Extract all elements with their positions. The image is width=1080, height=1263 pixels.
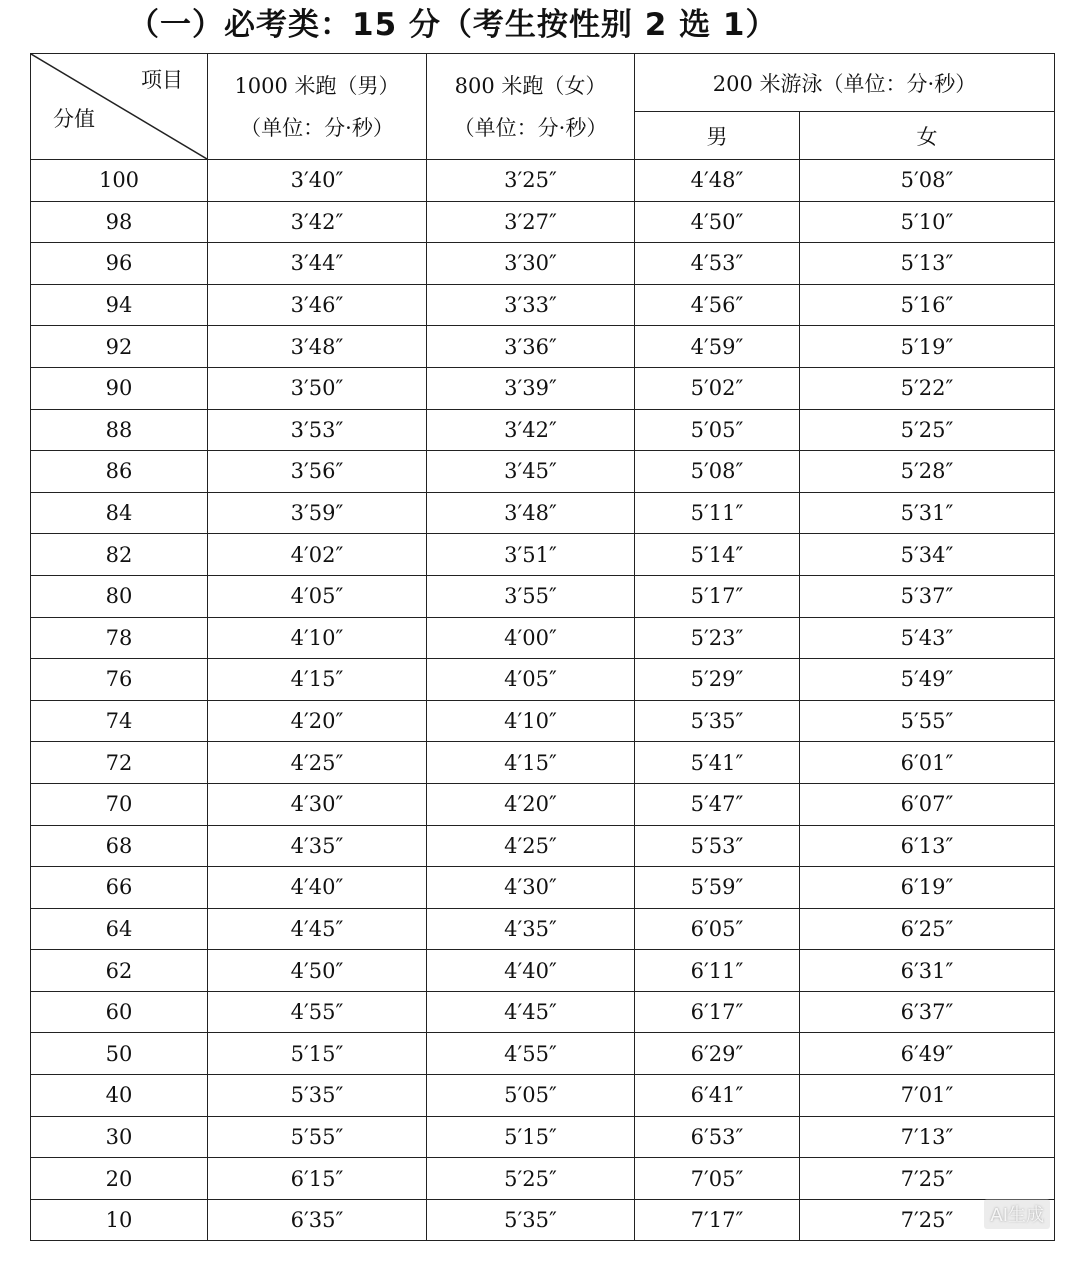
table-row <box>31 742 1055 784</box>
score-cell: 60 <box>31 991 208 1033</box>
run-1000m-cell: 4′10″ <box>208 617 427 659</box>
swim-female-cell: 6′13″ <box>800 825 1055 867</box>
run-800m-cell: 3′36″ <box>427 326 635 368</box>
header-800m-label: 800 米跑（女） <box>454 73 607 98</box>
swim-female-cell: 5′08″ <box>800 160 1055 202</box>
swim-male-cell: 5′02″ <box>635 367 800 409</box>
score-cell: 94 <box>31 284 208 326</box>
swim-male-cell: 5′14″ <box>635 534 800 576</box>
swim-male-cell: 6′41″ <box>635 1075 800 1117</box>
table-row <box>31 367 1055 409</box>
run-1000m-cell: 6′15″ <box>208 1158 427 1200</box>
run-800m-cell: 4′30″ <box>427 867 635 909</box>
swim-male-cell: 4′56″ <box>635 284 800 326</box>
run-800m-cell: 3′25″ <box>427 160 635 202</box>
run-800m-cell: 5′35″ <box>427 1199 635 1241</box>
score-cell: 86 <box>31 451 208 493</box>
table-row <box>31 451 1055 493</box>
run-800m-cell: 4′45″ <box>427 991 635 1033</box>
run-800m-cell: 4′00″ <box>427 617 635 659</box>
table-row <box>31 991 1055 1033</box>
run-800m-cell: 4′55″ <box>427 1033 635 1075</box>
swim-male-cell: 4′50″ <box>635 201 800 243</box>
score-cell: 30 <box>31 1116 208 1158</box>
run-800m-cell: 4′25″ <box>427 825 635 867</box>
score-table <box>30 53 1055 1241</box>
table-row <box>31 534 1055 576</box>
score-cell: 68 <box>31 825 208 867</box>
run-1000m-cell: 4′55″ <box>208 991 427 1033</box>
swim-female-cell: 5′43″ <box>800 617 1055 659</box>
swim-male-cell: 6′05″ <box>635 908 800 950</box>
swim-male-cell: 5′41″ <box>635 742 800 784</box>
swim-female-cell: 6′37″ <box>800 991 1055 1033</box>
run-1000m-cell: 3′59″ <box>208 492 427 534</box>
run-1000m-cell: 5′55″ <box>208 1116 427 1158</box>
swim-female-cell: 6′19″ <box>800 867 1055 909</box>
swim-female-cell: 5′16″ <box>800 284 1055 326</box>
score-cell: 90 <box>31 367 208 409</box>
score-cell: 100 <box>31 160 208 202</box>
run-1000m-cell: 3′40″ <box>208 160 427 202</box>
corner-item-label: 项目 <box>141 68 183 92</box>
run-800m-cell: 4′15″ <box>427 742 635 784</box>
run-800m-cell: 5′05″ <box>427 1075 635 1117</box>
swim-male-cell: 4′59″ <box>635 326 800 368</box>
swim-female-cell: 6′49″ <box>800 1033 1055 1075</box>
header-1000m-label: 1000 米跑（男） <box>234 73 400 98</box>
table-row <box>31 160 1055 202</box>
run-1000m-cell: 6′35″ <box>208 1199 427 1241</box>
swim-female-cell: 5′28″ <box>800 451 1055 493</box>
header-800m-unit: （单位：分·秒） <box>453 115 608 140</box>
header-1000m-unit: （单位：分·秒） <box>240 115 394 140</box>
swim-female-cell: 6′25″ <box>800 908 1055 950</box>
score-cell: 82 <box>31 534 208 576</box>
score-cell: 80 <box>31 575 208 617</box>
swim-female-cell: 5′19″ <box>800 326 1055 368</box>
score-cell: 50 <box>31 1033 208 1075</box>
swim-female-cell: 5′13″ <box>800 243 1055 285</box>
run-800m-cell: 3′55″ <box>427 575 635 617</box>
run-1000m-cell: 4′05″ <box>208 575 427 617</box>
swim-female-cell: 7′01″ <box>800 1075 1055 1117</box>
run-800m-cell: 4′20″ <box>427 783 635 825</box>
run-800m-cell: 4′35″ <box>427 908 635 950</box>
table-row <box>31 201 1055 243</box>
swim-female-cell: 5′55″ <box>800 700 1055 742</box>
run-800m-cell: 5′15″ <box>427 1116 635 1158</box>
swim-female-cell: 5′49″ <box>800 659 1055 701</box>
swim-male-cell: 6′11″ <box>635 950 800 992</box>
swim-male-cell: 4′53″ <box>635 243 800 285</box>
run-800m-cell: 5′25″ <box>427 1158 635 1200</box>
run-1000m-cell: 3′48″ <box>208 326 427 368</box>
swim-male-cell: 5′11″ <box>635 492 800 534</box>
swim-male-cell: 4′48″ <box>635 160 800 202</box>
ai-watermark: AI生成 <box>984 1199 1050 1229</box>
run-1000m-cell: 4′40″ <box>208 867 427 909</box>
run-1000m-cell: 5′35″ <box>208 1075 427 1117</box>
swim-male-cell: 6′53″ <box>635 1116 800 1158</box>
table-body <box>31 160 1055 1241</box>
score-cell: 74 <box>31 700 208 742</box>
table-row <box>31 783 1055 825</box>
run-1000m-cell: 4′02″ <box>208 534 427 576</box>
swim-female-cell: 5′25″ <box>800 409 1055 451</box>
run-1000m-cell: 3′53″ <box>208 409 427 451</box>
run-1000m-cell: 4′50″ <box>208 950 427 992</box>
score-cell: 84 <box>31 492 208 534</box>
run-800m-cell: 3′45″ <box>427 451 635 493</box>
run-800m-cell: 4′40″ <box>427 950 635 992</box>
swim-male-cell: 6′29″ <box>635 1033 800 1075</box>
run-1000m-cell: 3′56″ <box>208 451 427 493</box>
swim-female-cell: 7′25″ <box>800 1199 1055 1241</box>
run-800m-cell: 3′48″ <box>427 492 635 534</box>
run-800m-cell: 3′27″ <box>427 201 635 243</box>
header-200m-swim: 200 米游泳（单位：分·秒） <box>635 54 1055 112</box>
run-1000m-cell: 4′35″ <box>208 825 427 867</box>
swim-male-cell: 5′05″ <box>635 409 800 451</box>
run-1000m-cell: 4′45″ <box>208 908 427 950</box>
swim-male-cell: 5′29″ <box>635 659 800 701</box>
swim-female-cell: 6′07″ <box>800 783 1055 825</box>
score-cell: 76 <box>31 659 208 701</box>
swim-female-cell: 6′31″ <box>800 950 1055 992</box>
score-cell: 10 <box>31 1199 208 1241</box>
score-cell: 72 <box>31 742 208 784</box>
swim-male-cell: 5′59″ <box>635 867 800 909</box>
run-1000m-cell: 4′20″ <box>208 700 427 742</box>
table-row <box>31 1075 1055 1117</box>
swim-female-cell: 5′34″ <box>800 534 1055 576</box>
table-row <box>31 575 1055 617</box>
run-1000m-cell: 3′42″ <box>208 201 427 243</box>
swim-male-cell: 6′17″ <box>635 991 800 1033</box>
table-row <box>31 492 1055 534</box>
corner-score-label: 分值 <box>53 107 95 131</box>
header-1000m-run <box>208 54 427 160</box>
run-800m-cell: 3′51″ <box>427 534 635 576</box>
score-cell: 62 <box>31 950 208 992</box>
header-800m-run <box>427 54 635 160</box>
run-1000m-cell: 3′50″ <box>208 367 427 409</box>
table-row <box>31 659 1055 701</box>
page-title: （一）必考类：15 分（考生按性别 2 选 1） <box>128 7 778 43</box>
table-row <box>31 1158 1055 1200</box>
table-row <box>31 617 1055 659</box>
score-cell: 66 <box>31 867 208 909</box>
run-1000m-cell: 3′44″ <box>208 243 427 285</box>
swim-male-cell: 5′17″ <box>635 575 800 617</box>
run-800m-cell: 4′05″ <box>427 659 635 701</box>
table-row <box>31 409 1055 451</box>
score-cell: 78 <box>31 617 208 659</box>
swim-female-cell: 5′31″ <box>800 492 1055 534</box>
swim-female-cell: 5′10″ <box>800 201 1055 243</box>
swim-male-cell: 5′53″ <box>635 825 800 867</box>
table-row <box>31 284 1055 326</box>
table-row <box>31 243 1055 285</box>
table-row <box>31 950 1055 992</box>
table-row <box>31 700 1055 742</box>
score-cell: 40 <box>31 1075 208 1117</box>
swim-male-cell: 5′47″ <box>635 783 800 825</box>
run-1000m-cell: 4′30″ <box>208 783 427 825</box>
swim-female-cell: 7′25″ <box>800 1158 1055 1200</box>
run-800m-cell: 3′39″ <box>427 367 635 409</box>
score-cell: 64 <box>31 908 208 950</box>
swim-female-cell: 5′22″ <box>800 367 1055 409</box>
swim-male-cell: 5′08″ <box>635 451 800 493</box>
run-1000m-cell: 4′25″ <box>208 742 427 784</box>
corner-header-cell <box>31 54 208 160</box>
table-row <box>31 1199 1055 1241</box>
swim-female-cell: 6′01″ <box>800 742 1055 784</box>
header-row-1 <box>31 54 1055 112</box>
run-800m-cell: 3′33″ <box>427 284 635 326</box>
table-row <box>31 1116 1055 1158</box>
table-row <box>31 867 1055 909</box>
score-cell: 70 <box>31 783 208 825</box>
table-row <box>31 1033 1055 1075</box>
score-cell: 96 <box>31 243 208 285</box>
run-800m-cell: 3′42″ <box>427 409 635 451</box>
run-1000m-cell: 5′15″ <box>208 1033 427 1075</box>
score-cell: 88 <box>31 409 208 451</box>
swim-male-cell: 5′35″ <box>635 700 800 742</box>
run-800m-cell: 3′30″ <box>427 243 635 285</box>
swim-male-cell: 5′23″ <box>635 617 800 659</box>
score-cell: 20 <box>31 1158 208 1200</box>
table-row <box>31 825 1055 867</box>
swim-female-cell: 7′13″ <box>800 1116 1055 1158</box>
score-cell: 92 <box>31 326 208 368</box>
header-swim-female: 女 <box>800 112 1055 160</box>
header-swim-male: 男 <box>635 112 800 160</box>
swim-female-cell: 5′37″ <box>800 575 1055 617</box>
swim-male-cell: 7′17″ <box>635 1199 800 1241</box>
swim-male-cell: 7′05″ <box>635 1158 800 1200</box>
score-cell: 98 <box>31 201 208 243</box>
run-800m-cell: 4′10″ <box>427 700 635 742</box>
run-1000m-cell: 4′15″ <box>208 659 427 701</box>
table-row <box>31 326 1055 368</box>
run-1000m-cell: 3′46″ <box>208 284 427 326</box>
table-row <box>31 908 1055 950</box>
